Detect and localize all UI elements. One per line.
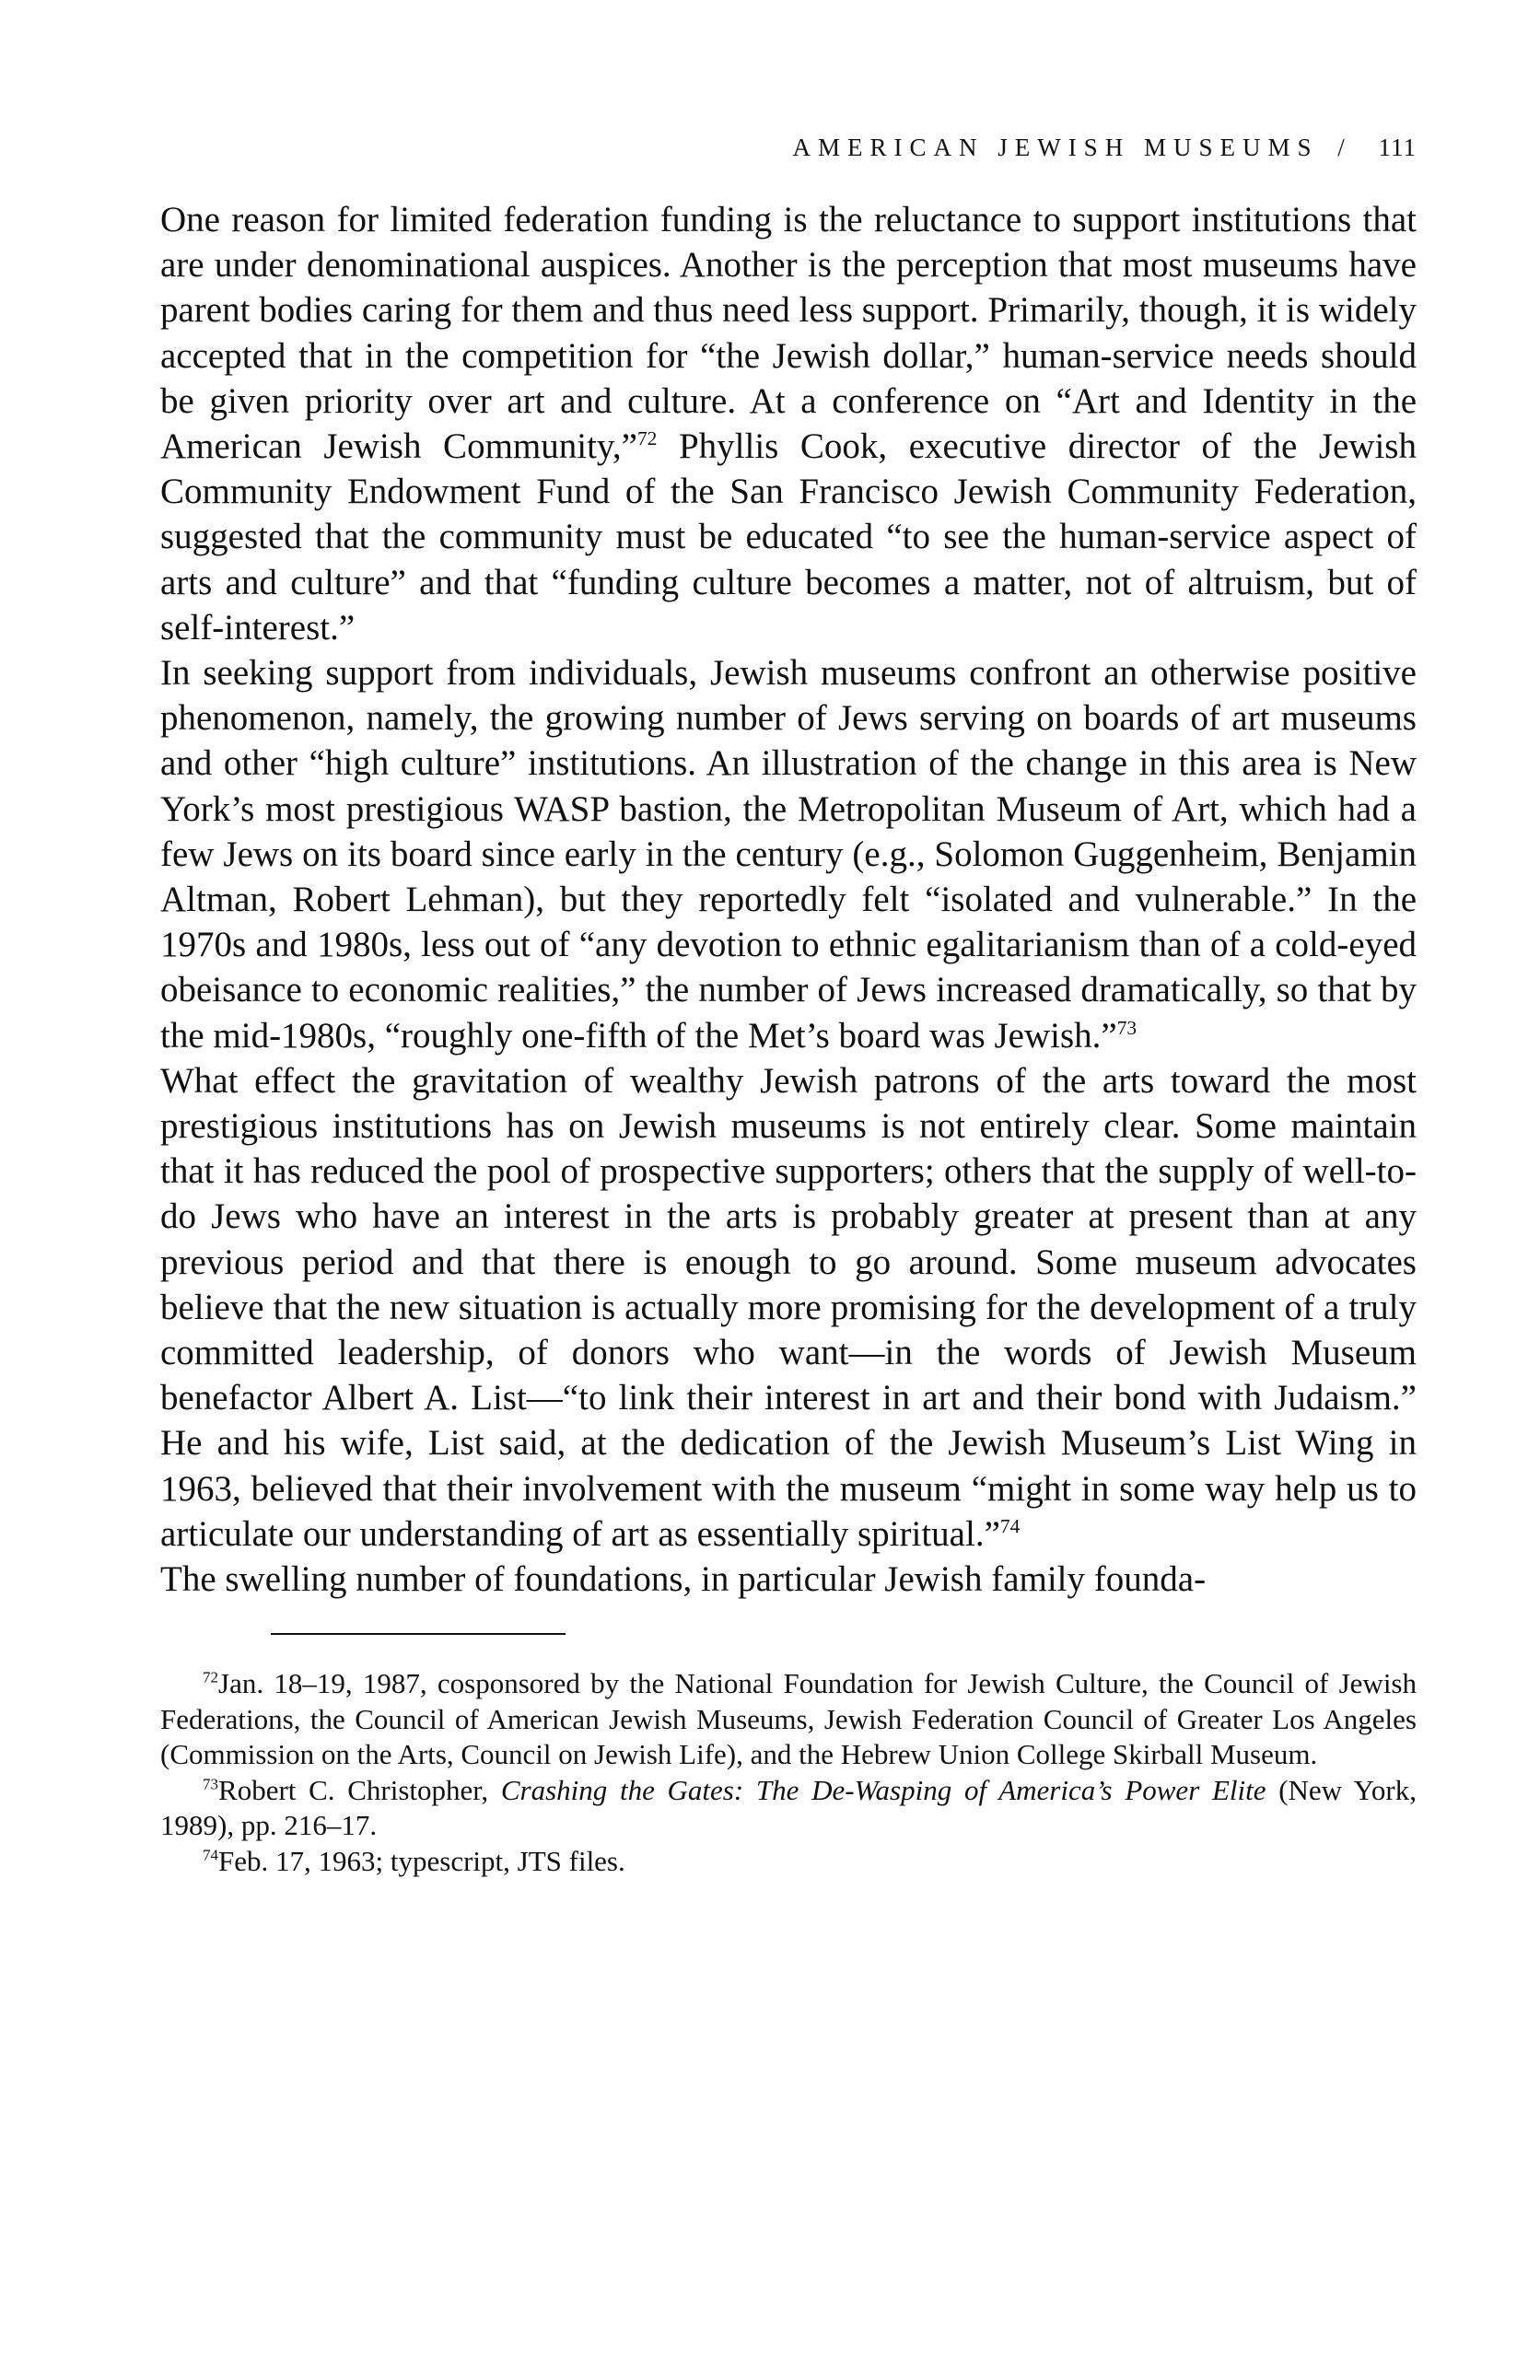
paragraph-1-text-a: One reason for limited federation funding is the reluctance to support institutions that are under denominational auspices. Another is the perception that most museums have parent bodies caring for them and thus need less support. Primarily, though, it is widely accepted that in the competition for “the Jewish dollar,” human-service needs should be given priority over art and culture. At a conference on “Art and Identity in the American Jewish Community,” bbox=[160, 200, 1417, 467]
paragraph-1 bbox=[160, 197, 1417, 650]
footnote-74-text: Feb. 17, 1963; typescript, JTS files. bbox=[218, 1844, 625, 1877]
footnote-72-text: Jan. 18–19, 1987, cosponsored by the National Foundation for Jewish Culture, the Council of Jewish Federations, the Council of American Jewish Museums, Jewish Federation Council of Greater Los Angeles (Commission on the Arts, Council on Jewish Life), and the Hebrew Union College Skirball Museum. bbox=[160, 1667, 1417, 1771]
paragraph-4 bbox=[160, 1557, 1417, 1602]
footnote-73-title: Crashing the Gates: The De-Wasping of America’s Power Elite bbox=[500, 1773, 1266, 1806]
page-number: 111 bbox=[1378, 134, 1417, 161]
footnote-mark-72: 72 bbox=[203, 1668, 219, 1686]
footnote-73-rest: (New York, 1989), pp. 216–17. bbox=[160, 1773, 1417, 1842]
footnote-mark-73: 73 bbox=[203, 1775, 219, 1793]
footnote-mark-74: 74 bbox=[203, 1846, 219, 1864]
paragraph-3 bbox=[160, 1058, 1417, 1557]
footnote-74 bbox=[160, 1844, 1417, 1880]
footnote-ref-73: 73 bbox=[1116, 1016, 1138, 1039]
running-head-separator: / bbox=[1337, 134, 1345, 161]
footnote-ref-72: 72 bbox=[636, 427, 658, 450]
footnote-ref-74: 74 bbox=[999, 1514, 1021, 1537]
footnote-73-author: Robert C. Christopher, bbox=[218, 1773, 501, 1806]
footnotes bbox=[160, 1666, 1417, 1879]
paragraph-2 bbox=[160, 650, 1417, 1058]
footnote-rule bbox=[271, 1633, 566, 1635]
paragraph-2-text: In seeking support from individuals, Jewish museums confront an otherwise positive phenomenon, namely, the growing number of Jews serving on boards of art museums and other “high culture” institutions. An illustration of the change in this area is New York’s most prestigious WASP bastion, the Metropolitan Museum of Art, which had a few Jews on its board since early in the century (e.g., Solomon Guggenheim, Benjamin Altman, Robert Lehman), but they reportedly felt “isolated and vulnerable.” In the 1970s and 1980s, less out of “any devotion to ethnic egalitarianism than of a cold-eyed obeisance to economic realities,” the number of Jews increased dramatically, so that by the mid-1980s, “roughly one-fifth of the Met’s board was Jewish.” bbox=[160, 653, 1417, 1056]
body-text bbox=[160, 197, 1417, 1602]
paragraph-4-text: The swelling number of foundations, in particular Jewish family founda- bbox=[160, 1559, 1207, 1600]
footnote-72 bbox=[160, 1666, 1417, 1773]
running-head bbox=[160, 129, 1417, 166]
page bbox=[160, 129, 1417, 1879]
paragraph-1-text-b: Phyllis Cook, executive director of the Jewish Community Endowment Fund of the San Francisco Jewish Community Federation, suggested that the community must be educated “to see the human-service aspect of arts and culture” and that “funding culture becomes a matter, not of altruism, but of self-interest.” bbox=[160, 426, 1417, 648]
running-title: AMERICAN JEWISH MUSEUMS bbox=[792, 134, 1319, 161]
footnote-73 bbox=[160, 1773, 1417, 1844]
paragraph-3-text: What effect the gravitation of wealthy Jewish patrons of the arts toward the most prestigious institutions has on Jewish museums is not entirely clear. Some maintain that it has reduced the pool of prospective supporters; others that the supply of well-to-do Jews who have an interest in the arts is probably greater at present than at any previous period and that there is enough to go around. Some museum advocates believe that the new situation is actually more promising for the development of a truly committed leadership, of donors who want—in the words of Jewish Museum benefactor Albert A. List—“to link their interest in art and their bond with Judaism.” He and his wife, List said, at the dedication of the Jewish Museum’s List Wing in 1963, believed that their involvement with the museum “might in some way help us to articulate our understanding of art as essentially spiritual.” bbox=[160, 1060, 1417, 1554]
